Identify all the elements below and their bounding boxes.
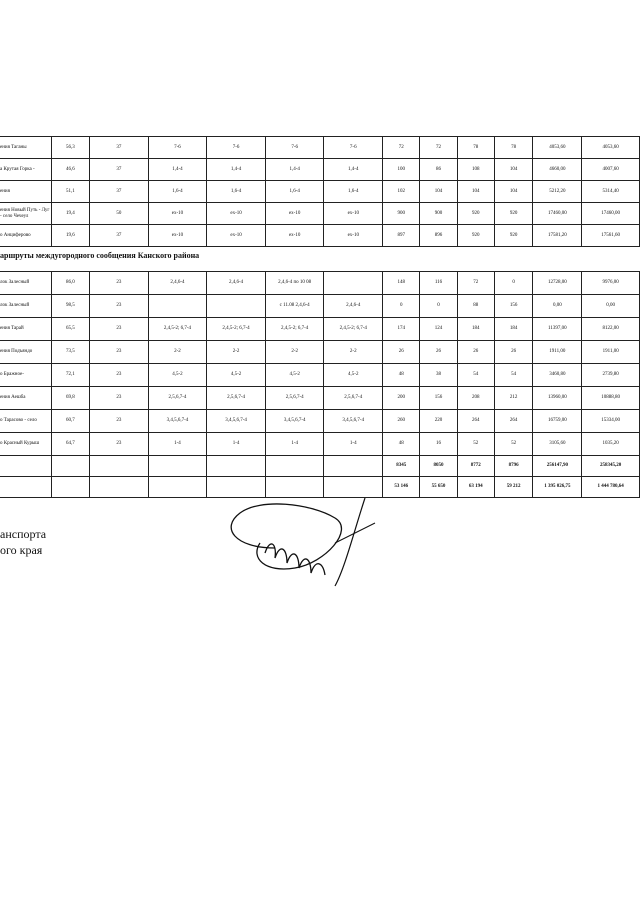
table-cell: 2,4,6-4 — [207, 272, 266, 295]
table-cell: 1,4-4 — [148, 159, 207, 181]
table-cell: 220 — [420, 410, 457, 433]
table-cell: 1,6-4 — [265, 181, 324, 203]
table-cell — [207, 295, 266, 318]
table-cell: 2,5,6,7-4 — [265, 387, 324, 410]
table-cell: 13960,00 — [533, 387, 582, 410]
table-cell: 920 — [457, 203, 494, 225]
table-cell: 100 — [383, 159, 420, 181]
table-cell: 3460,80 — [533, 364, 582, 387]
route-name-cell: о Красный Курыш — [0, 433, 51, 456]
table-cell: 4,5-2 — [207, 364, 266, 387]
table-row — [0, 159, 640, 181]
table-cell: 8050 — [420, 456, 457, 477]
handwritten-signature-icon — [215, 488, 400, 588]
table-cell: 184 — [457, 318, 494, 341]
table-cell — [324, 272, 383, 295]
table-cell: 124 — [420, 318, 457, 341]
table-row — [0, 456, 640, 477]
table-cell: 38 — [420, 364, 457, 387]
route-name-cell: лок Залесный — [0, 295, 51, 318]
table-cell: 17561,60 — [582, 225, 640, 247]
table-cell: 896 — [420, 225, 457, 247]
table-cell: 86 — [420, 159, 457, 181]
table-cell: 23 — [90, 364, 149, 387]
table-cell — [51, 477, 89, 498]
table-cell: 116 — [420, 272, 457, 295]
table-cell: 1,4-4 — [324, 159, 383, 181]
table-cell: 200 — [383, 387, 420, 410]
table-cell: 104 — [494, 159, 532, 181]
table-cell: 23 — [90, 410, 149, 433]
table-cell: ex-10 — [265, 225, 324, 247]
table-cell: 2,4,6-4 по 10 08 — [265, 272, 324, 295]
table-cell: 156 — [494, 295, 532, 318]
table-cell — [148, 456, 207, 477]
table-cell: 23 — [90, 295, 149, 318]
table-cell: 50 — [90, 203, 149, 225]
table-cell: 52 — [457, 433, 494, 456]
route-name-cell: ения — [0, 181, 51, 203]
route-name-cell: о Бражное- — [0, 364, 51, 387]
footer-line-2: ого края — [0, 543, 43, 557]
table-cell: 52 — [494, 433, 532, 456]
table-cell: 1-4 — [265, 433, 324, 456]
table-cell: 63 194 — [457, 477, 494, 498]
route-name-cell — [0, 456, 51, 477]
table-cell: 0 — [420, 295, 457, 318]
table-cell: 15334,00 — [582, 410, 640, 433]
table-cell: 4660,00 — [533, 159, 582, 181]
route-name-cell — [0, 477, 51, 498]
table-cell: 1-4 — [324, 433, 383, 456]
table-cell — [265, 456, 324, 477]
table-cell: 1911,00 — [533, 341, 582, 364]
table-cell — [324, 456, 383, 477]
table-cell: 78 — [457, 137, 494, 159]
table-cell: 2,4,5-2; 6,7-4 — [324, 318, 383, 341]
table-cell: 104 — [457, 181, 494, 203]
table-row — [0, 410, 640, 433]
table-cell: 16759,00 — [533, 410, 582, 433]
table-cell: 2,5,6,7-4 — [148, 387, 207, 410]
table-cell: 256147,90 — [533, 456, 582, 477]
route-name-cell: ения Таганы — [0, 137, 51, 159]
table-cell: 920 — [494, 225, 532, 247]
table-cell — [90, 456, 149, 477]
table-row — [0, 203, 640, 225]
table-cell: 55 650 — [420, 477, 457, 498]
table-cell: 2,4,6-4 — [324, 295, 383, 318]
table-cell: 11397,00 — [533, 318, 582, 341]
table-cell — [51, 456, 89, 477]
table-cell: 17460,00 — [582, 203, 640, 225]
route-name-cell: о Тарасово - село — [0, 410, 51, 433]
table-cell: 3,4,5,6,7-4 — [148, 410, 207, 433]
table-cell: 1-4 — [207, 433, 266, 456]
table-cell: 2,4,5-2; 6,7-4 — [148, 318, 207, 341]
table-row — [0, 137, 640, 159]
table-row — [0, 364, 640, 387]
table-cell: 23 — [90, 318, 149, 341]
table-cell: 1911,00 — [582, 341, 640, 364]
table-cell: 264 — [494, 410, 532, 433]
table-cell: ex-10 — [148, 203, 207, 225]
table-cell: 9976,00 — [582, 272, 640, 295]
table-cell: 37 — [90, 137, 149, 159]
table-cell: 212 — [494, 387, 532, 410]
footer-signature-caption — [0, 526, 46, 558]
table-cell: 1,4-4 — [207, 159, 266, 181]
table-cell: 1035,20 — [582, 433, 640, 456]
table-cell: 72 — [420, 137, 457, 159]
table-cell: 264 — [457, 410, 494, 433]
table-cell: 37 — [90, 225, 149, 247]
table-cell: 2739,80 — [582, 364, 640, 387]
table-cell: 26 — [383, 341, 420, 364]
route-name-cell: ения Подъяндо — [0, 341, 51, 364]
table-cell: 208 — [457, 387, 494, 410]
table-cell: 46,6 — [51, 159, 89, 181]
table-row — [0, 387, 640, 410]
table-cell: 3,4,5,6,7-4 — [207, 410, 266, 433]
table-cell: 0,00 — [582, 295, 640, 318]
table-cell: 2,5,6,7-4 — [324, 387, 383, 410]
table-cell: 258345,20 — [582, 456, 640, 477]
table-cell: 156 — [420, 387, 457, 410]
table-cell: 16 — [420, 433, 457, 456]
table-cell: 59 212 — [494, 477, 532, 498]
table-cell: 54 — [494, 364, 532, 387]
table-cell: 60,7 — [51, 410, 89, 433]
table-cell: 88 — [457, 295, 494, 318]
table-cell — [148, 477, 207, 498]
table-cell: 8345 — [383, 456, 420, 477]
table-cell: 2-2 — [148, 341, 207, 364]
route-name-cell: а Крутая Горка - — [0, 159, 51, 181]
table-cell: 56,3 — [51, 137, 89, 159]
section-title: аршруты междугородного сообщения Канского района — [0, 251, 200, 260]
table-row — [0, 181, 640, 203]
table-cell: 3105,60 — [533, 433, 582, 456]
table-lower — [0, 271, 640, 498]
table-cell: 86,0 — [51, 272, 89, 295]
table-cell: 69,8 — [51, 387, 89, 410]
table-row — [0, 225, 640, 247]
table-cell: 1,6-4 — [324, 181, 383, 203]
table-row — [0, 433, 640, 456]
table-cell: 4,5-2 — [148, 364, 207, 387]
table-cell: ex-10 — [207, 225, 266, 247]
table-cell: 7-6 — [324, 137, 383, 159]
table-cell: 1-4 — [148, 433, 207, 456]
table-cell: 102 — [383, 181, 420, 203]
table-cell: 4,5-2 — [265, 364, 324, 387]
table-cell: 108 — [457, 159, 494, 181]
table-cell: 4007,60 — [582, 159, 640, 181]
table-cell: 23 — [90, 272, 149, 295]
table-row — [0, 295, 640, 318]
table-cell: 260 — [383, 410, 420, 433]
table-cell: 12728,00 — [533, 272, 582, 295]
route-name-cell: о Анциферово — [0, 225, 51, 247]
table-cell: 37 — [90, 181, 149, 203]
table-upper — [0, 136, 640, 247]
route-name-cell: ения Новый Путь - Луг - село Чечеул — [0, 203, 51, 225]
table-cell: 23 — [90, 341, 149, 364]
table-cell: 4053,60 — [582, 137, 640, 159]
table-cell: 48 — [383, 433, 420, 456]
table-cell: 26 — [494, 341, 532, 364]
table-cell: 4,5-2 — [324, 364, 383, 387]
table-cell: 48 — [383, 364, 420, 387]
table-cell: 0,00 — [533, 295, 582, 318]
table-cell: ex-10 — [324, 203, 383, 225]
table-cell: 78 — [494, 137, 532, 159]
table-cell: 900 — [383, 203, 420, 225]
table-cell: 1,6-4 — [148, 181, 207, 203]
table-cell — [90, 477, 149, 498]
table-cell: ex-10 — [265, 203, 324, 225]
table-cell: 3,4,5,6,7-4 — [265, 410, 324, 433]
table-cell: 98,5 — [51, 295, 89, 318]
table-cell: 2-2 — [207, 341, 266, 364]
route-name-cell: ения Тарай — [0, 318, 51, 341]
table-cell — [207, 456, 266, 477]
table-cell: 7-6 — [207, 137, 266, 159]
table-cell: 1 444 780,64 — [582, 477, 640, 498]
table-cell: 897 — [383, 225, 420, 247]
table-cell: 73,5 — [51, 341, 89, 364]
table-cell: 2,4,5-2; 6,7-4 — [265, 318, 324, 341]
table-cell: 72,1 — [51, 364, 89, 387]
table-cell: 184 — [494, 318, 532, 341]
table-cell: 8122,00 — [582, 318, 640, 341]
table-cell: 1,4-4 — [265, 159, 324, 181]
table-cell: 4053,60 — [533, 137, 582, 159]
table-cell: 5314,40 — [582, 181, 640, 203]
table-cell: ex-10 — [207, 203, 266, 225]
table-cell: 1 395 026,75 — [533, 477, 582, 498]
route-name-cell: ения Аешба — [0, 387, 51, 410]
table-cell: 2,4,5-2; 6,7-4 — [207, 318, 266, 341]
table-row — [0, 341, 640, 364]
table-cell: 900 — [420, 203, 457, 225]
table-cell: 54 — [457, 364, 494, 387]
table-cell: 3,4,5,6,7-4 — [324, 410, 383, 433]
table-cell: 17460,00 — [533, 203, 582, 225]
table-cell: 920 — [457, 225, 494, 247]
table-cell: 104 — [494, 181, 532, 203]
table-cell: 64,7 — [51, 433, 89, 456]
table-cell: 8796 — [494, 456, 532, 477]
table-cell: 10888,80 — [582, 387, 640, 410]
table-cell: 2,5,6,7-4 — [207, 387, 266, 410]
table-cell: 5212,20 — [533, 181, 582, 203]
table-row — [0, 272, 640, 295]
table-cell: 148 — [383, 272, 420, 295]
table-cell: 7-6 — [265, 137, 324, 159]
table-cell: 0 — [383, 295, 420, 318]
table-cell: 920 — [494, 203, 532, 225]
table-cell: 7-6 — [148, 137, 207, 159]
table-cell: 19,4 — [51, 203, 89, 225]
table-cell: 2-2 — [265, 341, 324, 364]
table-cell: 53 146 — [383, 477, 420, 498]
table-cell: с 11.08 2,4,6-4 — [265, 295, 324, 318]
table-cell: 17581,20 — [533, 225, 582, 247]
table-cell: 8772 — [457, 456, 494, 477]
table-cell: 72 — [383, 137, 420, 159]
footer-line-1: анспорта — [0, 527, 47, 541]
table-cell: 37 — [90, 159, 149, 181]
table-cell: 26 — [457, 341, 494, 364]
table-cell: 174 — [383, 318, 420, 341]
table-cell: 19,6 — [51, 225, 89, 247]
table-cell: 2,4,6-4 — [148, 272, 207, 295]
table-cell: 23 — [90, 433, 149, 456]
table-cell: 0 — [494, 272, 532, 295]
table-cell: 23 — [90, 387, 149, 410]
table-cell: ex-10 — [324, 225, 383, 247]
table-cell: 1,6-4 — [207, 181, 266, 203]
table-row — [0, 318, 640, 341]
table-cell: ex-10 — [148, 225, 207, 247]
route-name-cell: лок Залесный — [0, 272, 51, 295]
table-cell: 26 — [420, 341, 457, 364]
table-cell: 65,5 — [51, 318, 89, 341]
table-cell — [148, 295, 207, 318]
table-cell: 72 — [457, 272, 494, 295]
table-cell: 104 — [420, 181, 457, 203]
table-cell: 51,1 — [51, 181, 89, 203]
table-cell: 2-2 — [324, 341, 383, 364]
